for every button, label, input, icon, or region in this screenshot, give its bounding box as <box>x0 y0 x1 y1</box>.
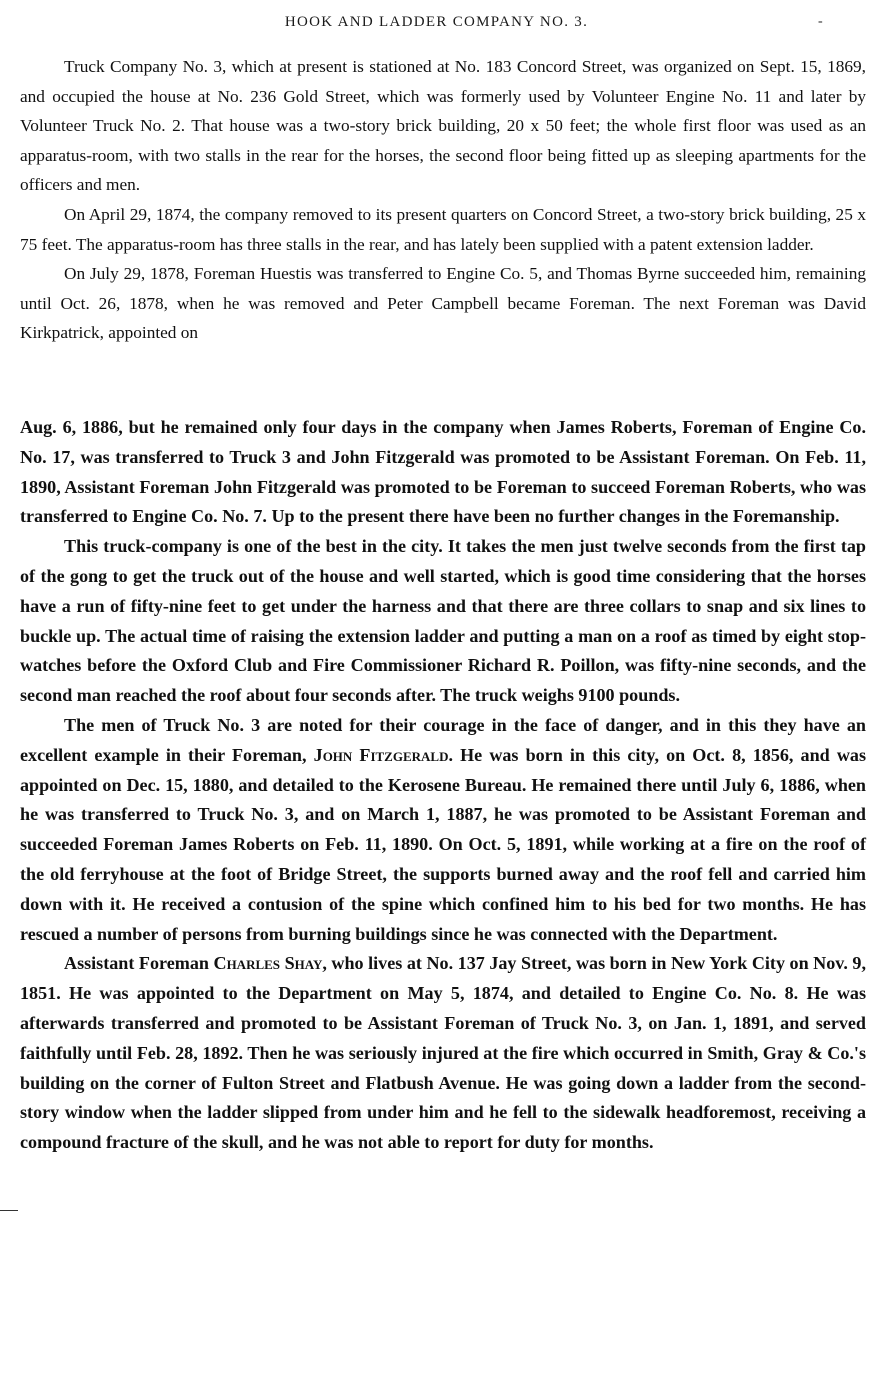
paragraph-6-body: who lives at No. 137 Jay Street, was born in New York City on Nov. 9, 1851. He was appointed to the Department on May 5, 1874, and detailed to Engine Co. No. 8. He was afterwards transferred and promoted to be Assistant Foreman of Truck No. 3, on Jan. 1, 1891, and served faithfully until Feb. 28, 1892. Then he was seriously injured at the fire which occurred in Smith, Gray & Co.'s building on the corner of Fulton Street and Flatbush Avenue. He was going down a ladder from the second-story window when the ladder slipped from under him and he fell to the sidewalk headforemost, receiving a compound fracture of the skull, and he was not able to report for duty for months. <box>20 953 866 1153</box>
paragraph-3-end: Aug. 6, 1886, but he remained only four days in the company when James Roberts, Foreman of Engine Co. No. 17, was transferred to Truck 3 and John Fitzgerald was promoted to be Assistant Foreman. On Feb. 11, 1890, Assistant Foreman John Fitzgerald was promoted to be Foreman to succeed Foreman Roberts, who was transferred to Engine Co. No. 7. Up to the present there have been no further changes in the Foremanship. <box>20 417 866 527</box>
paragraph-4: This truck-company is one of the best in the city. It takes the men just twelve seconds from the first tap of the gong to get the truck out of the house and well started, which is good time considering that the horses have a run of fifty-nine feet to get under the harness and that there are three collars to snap and six lines to buckle up. The actual time of raising the extension ladder and putting a man on a roof as timed by eight stop-watches before the Oxford Club and Fire Commissioner Richard R. Poillon, was fifty-nine seconds, and the second man reached the roof about four seconds after. The truck weighs 9100 pounds. <box>20 536 866 706</box>
margin-rule <box>0 1210 18 1211</box>
body-text-regular <box>20 52 866 348</box>
corner-mark: - <box>818 14 823 29</box>
paragraph-5-lead: The men of Truck No. 3 are noted for their courage in the face of danger, and in this they have an excellent example in their Foreman, <box>20 714 866 765</box>
body-text-bold <box>20 413 866 1158</box>
paragraph-6-lead: Assistant Foreman <box>64 953 209 974</box>
paragraph-5-body: He was born in this city, on Oct. 8, 1856, and was appointed on Dec. 15, 1880, and detailed to the Kerosene Bureau. He remained there until July 6, 1886, when he was transferred to Truck No. 3, and on March 1, 1887, he was promoted to be Assistant Foreman and succeeded Foreman James Roberts on Feb. 11, 1890. On Oct. 5, 1891, while working at a fire on the roof of the old ferryhouse at the foot of Bridge Street, the supports burned away and the roof fell and carried him down with it. He received a contusion of the spine which confined him to his bed for two months. He has rescued a number of persons from burning buildings since he was connected with the Department. <box>20 744 866 944</box>
assistant-foreman-name: Charles Shay, <box>213 953 327 974</box>
paragraph-5 <box>20 711 866 949</box>
paragraph-6 <box>20 949 866 1158</box>
page-title: HOOK AND LADDER COMPANY NO. 3. <box>284 14 589 30</box>
paragraph-3-start: On July 29, 1878, Foreman Huestis was transferred to Engine Co. 5, and Thomas Byrne succeeded him, remaining until Oct. 26, 1878, when he was removed and Peter Campbell became Foreman. The next Foreman was David Kirkpatrick, appointed on <box>20 264 866 343</box>
paragraph-1: Truck Company No. 3, which at present is stationed at No. 183 Concord Street, was organized on Sept. 15, 1869, and occupied the house at No. 236 Gold Street, which was formerly used by Volunteer Engine No. 11 and later by Volunteer Truck No. 2. That house was a two-story brick building, 20 x 50 feet; the whole first floor was used as an apparatus-room, with two stalls in the rear for the horses, the second floor being fitted up as sleeping apartments for the officers and men. <box>20 57 866 195</box>
paragraph-2: On April 29, 1874, the company removed to its present quarters on Concord Street, a two-story brick building, 25 x 75 feet. The apparatus-room has three stalls in the rear, and has lately been supplied with a patent extension ladder. <box>20 204 866 254</box>
foreman-name: John Fitzgerald. <box>313 744 453 765</box>
